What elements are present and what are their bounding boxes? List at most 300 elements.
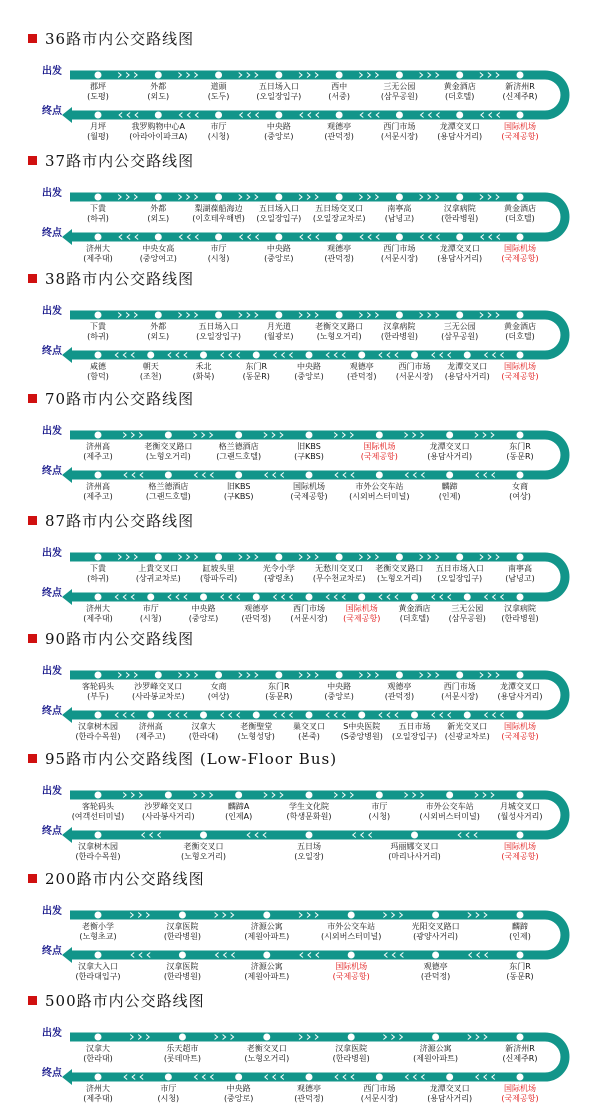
stop-dot-icon [517,72,524,79]
top-stop-label: 老衡交叉路口 (노형오거리) [375,564,424,583]
stop-dot-icon [396,194,403,201]
stop-dot-icon [95,1034,102,1041]
top-stop-label: 沙罗峰交叉口 (사라봉사거리) [142,802,195,821]
stop-dot-icon [95,712,102,719]
stop-dot-icon [517,672,524,679]
stop-dot-icon [179,912,186,919]
top-stop-label: 龙潭交叉口 (용담사거리) [427,442,473,461]
stop-dot-icon [348,952,355,959]
stop-dot-icon [517,832,524,839]
stop-dot-icon [446,1074,453,1081]
route-6 [0,628,600,748]
top-stop-label: 女商 (여상) [207,682,230,701]
stop-dot-icon [235,1074,242,1081]
top-stop-label: 龙潭交叉口 (용담사거리) [497,682,543,701]
top-stop-label: 汉拿医院 (한라병원) [163,922,201,941]
top-stop-label: 西门市场 (서문시장) [441,682,479,701]
end-label: 终点 [42,466,62,477]
top-stop-label: 五日场入口 (오일장입구) [256,82,302,101]
stop-dot-icon [336,194,343,201]
stop-dot-icon [155,194,162,201]
stop-dot-icon [147,594,154,601]
bottom-stop-label: 中央路 (중앙로) [264,122,294,141]
top-stop-label: 东门R (동문R) [265,682,293,701]
stop-dot-icon [396,72,403,79]
bottom-stop-label: 三无公园 (삼무공원) [448,604,486,623]
stop-dot-icon [215,554,222,561]
route-title-text: 500路市内公交路线图 [45,991,205,1010]
stop-dot-icon [179,952,186,959]
stop-dot-icon [336,72,343,79]
stop-dot-icon [95,792,102,799]
top-stop-label: 麟蹄 (인제) [509,922,531,941]
end-label: 终点 [42,1068,62,1079]
top-stop-label: 月城交叉口 (월성사거리) [497,802,543,821]
stop-dot-icon [275,312,282,319]
stop-dot-icon [306,594,313,601]
stop-dot-icon [235,472,242,479]
stop-dot-icon [200,352,207,359]
end-arrow-icon [62,107,72,123]
end-arrow-icon [62,947,72,963]
top-stop-label: 外都 (외도) [147,82,170,101]
bottom-stop-label: 济州高 (제주고) [136,722,166,741]
stop-dot-icon [456,112,463,119]
bottom-stop-label: 济州大 (제주대) [83,604,113,623]
bottom-stop-label: 新光交叉口 (신광교차로) [444,722,490,741]
stop-dot-icon [95,952,102,959]
bottom-stop-label: 西门市场 (서문시장) [290,604,328,623]
top-stop-label: 济源公寓 (제원아파트) [244,922,290,941]
top-stop-label: 月光道 (월광로) [264,322,294,341]
route-path [70,1037,565,1077]
end-arrow-icon [62,827,72,843]
top-stop-label: 上貴交叉口 (상귀교차로) [135,564,181,583]
stop-dot-icon [396,312,403,319]
stop-dot-icon [95,432,102,439]
stop-dot-icon [215,672,222,679]
stop-dot-icon [275,72,282,79]
top-stop-label: 老衡交叉路口 (노형오거리) [144,442,193,461]
stop-dot-icon [155,554,162,561]
end-arrow-icon [62,229,72,245]
stop-dot-icon [95,72,102,79]
stop-dot-icon [95,554,102,561]
bottom-stop-label: 巢交叉口 (본죽) [293,722,325,741]
stop-dot-icon [517,194,524,201]
bottom-stop-label: 观德亭 (관덕정) [241,604,271,623]
stop-dot-icon [179,1034,186,1041]
stop-dot-icon [336,554,343,561]
stop-dot-icon [376,792,383,799]
stop-dot-icon [95,234,102,241]
top-stop-label: 缸坡头里 (항파두리) [199,564,238,583]
end-arrow-icon [62,1069,72,1085]
stop-dot-icon [215,234,222,241]
top-stop-label: 中央路 (중앙로) [324,682,354,701]
end-arrow-icon [62,707,72,723]
top-stop-label: 南寧高 (남녕고) [505,564,535,583]
stop-dot-icon [456,672,463,679]
bottom-stop-label: 济源公寓 (제원아파트) [244,962,290,981]
bottom-stop-label: 汉拿树木园 (한라수목원) [75,722,121,741]
top-stop-label: 五日场入口 (오일장입구) [256,204,302,223]
end-label: 终点 [42,946,62,957]
route-5 [0,510,600,630]
top-stop-label: 乐天超市 (롯데마트) [163,1044,201,1063]
end-label: 终点 [42,706,62,717]
stop-dot-icon [215,112,222,119]
bottom-stop-label: 汉拿医院 (한라병원) [163,962,201,981]
top-stop-label: 市厅 (시청) [368,802,391,821]
stop-dot-icon [95,194,102,201]
stop-dot-icon [263,1034,270,1041]
bottom-stop-label: 老衡聖堂 (노형성당) [237,722,275,741]
stop-dot-icon [456,194,463,201]
stop-dot-icon [155,72,162,79]
stop-dot-icon [95,352,102,359]
bottom-stop-label: 汉拿树木园 (한라수목원) [75,842,121,861]
route-8 [0,868,600,988]
stop-dot-icon [376,432,383,439]
end-label: 终点 [42,228,62,239]
stop-dot-icon [200,832,207,839]
bottom-stop-label: 市厅 (시청) [207,244,230,263]
bottom-stop-label: 市外公交车站 (시외버스터미널) [349,482,410,501]
bottom-stop-label: 东门R (동문R) [242,362,270,381]
top-stop-label: 国际机场 (국제공항) [360,442,398,461]
stop-dot-icon [358,594,365,601]
top-stop-label: 老衡交叉路口 (노형오거리) [315,322,364,341]
stop-dot-icon [517,712,524,719]
route-title-text: 90路市内公交路线图 [45,629,195,648]
bottom-stop-label: 咸德 (함덕) [87,362,109,381]
stop-dot-icon [464,712,471,719]
stop-dot-icon [411,594,418,601]
stop-dot-icon [456,72,463,79]
bottom-stop-label: 五日场 (오일장) [294,842,324,861]
route-3 [0,268,600,388]
bottom-stop-label: 济州高 (제주고) [83,482,113,501]
stop-dot-icon [396,554,403,561]
top-stop-label: 五日场入口 (오일장입구) [196,322,242,341]
bottom-stop-label: 西门市场 (서문시장) [380,122,418,141]
stop-dot-icon [306,792,313,799]
stop-dot-icon [432,952,439,959]
stop-dot-icon [306,432,313,439]
depart-label: 出发 [42,426,62,437]
route-title-text: 87路市内公交路线图 [45,511,195,530]
stop-dot-icon [376,472,383,479]
top-stop-label: 老衡小学 (노형초교) [79,922,117,941]
stop-dot-icon [275,672,282,679]
stop-dot-icon [253,594,260,601]
stop-dot-icon [200,594,207,601]
stop-dot-icon [95,112,102,119]
stop-dot-icon [432,1034,439,1041]
bottom-stop-label: 旧KBS (구KBS) [223,482,254,501]
stop-dot-icon [215,312,222,319]
depart-label: 出发 [42,906,62,917]
bottom-stop-label: 中央路 (중앙로) [223,1084,254,1103]
depart-label: 出发 [42,306,62,317]
stop-dot-icon [235,432,242,439]
depart-label: 出发 [42,188,62,199]
top-stop-label: 沙罗峰交叉口 (사라봉교차로) [131,682,185,701]
top-stop-label: 三无公园 (삼무공원) [441,322,479,341]
bottom-stop-label: 黄金酒店 (더호텔) [398,604,431,623]
top-stop-label: 郡坪 (도평) [87,82,109,101]
stop-dot-icon [358,352,365,359]
bottom-stop-label: 五日市场 (오일장입구) [392,722,437,741]
depart-label: 出发 [42,66,62,77]
top-stop-label: 市外公交车站 (시외버스터미널) [321,922,382,941]
top-stop-label: 五日市场入口 (오일장입구) [435,564,484,583]
bottom-stop-label: 市厅 (시청) [157,1084,180,1103]
stop-dot-icon [396,672,403,679]
top-stop-label: 济州高 (제주고) [83,442,113,461]
end-label: 终点 [42,826,62,837]
top-stop-label: 光令小学 (광령초) [262,564,295,583]
top-stop-label: 市外公交车站 (시외버스터미널) [419,802,480,821]
top-stop-label: 无愁川交叉口 (무수천교차로) [312,564,366,583]
stop-dot-icon [147,352,154,359]
bottom-stop-label: 中央路 (중앙로) [188,604,219,623]
stop-dot-icon [235,792,242,799]
stop-dot-icon [517,112,524,119]
stop-dot-icon [215,194,222,201]
bottom-stop-label: 观德亭 (관덕정) [324,122,354,141]
stop-dot-icon [95,312,102,319]
stop-dot-icon [464,594,471,601]
stop-dot-icon [517,234,524,241]
stop-dot-icon [306,712,313,719]
stop-dot-icon [411,832,418,839]
top-stop-label: 汉拿病院 (한라병원) [441,204,479,223]
bottom-stop-label: 女商 (여상) [509,482,531,501]
stop-dot-icon [517,554,524,561]
top-stop-label: 学生文化院 (학생문화원) [286,802,332,821]
stop-dot-icon [95,912,102,919]
bottom-stop-label: 观德亭 (관덕정) [294,1084,324,1103]
stop-dot-icon [336,312,343,319]
stop-dot-icon [446,792,453,799]
bottom-stop-label: 市厅 (시청) [139,604,162,623]
stop-dot-icon [306,1074,313,1081]
top-stop-label: 道頭 (도두) [207,82,230,101]
stop-dot-icon [275,194,282,201]
stop-dot-icon [263,912,270,919]
bottom-stop-label: 国际机场 (국제공항) [501,362,539,381]
stop-dot-icon [464,352,471,359]
stop-dot-icon [517,792,524,799]
top-stop-label: 观德亭 (관덕정) [384,682,415,701]
top-stop-label: 麟蹄A (인제A) [225,802,253,821]
bottom-stop-label: 月坪 (월평) [87,122,109,141]
stop-dot-icon [155,112,162,119]
stop-dot-icon [275,112,282,119]
bottom-stop-label: 济州大 (제주대) [83,244,113,263]
top-stop-label: 老衡交叉口 (노형오거리) [244,1044,290,1063]
stop-dot-icon [411,712,418,719]
stop-dot-icon [95,472,102,479]
bottom-stop-label: 麟蹄 (인제) [438,482,461,501]
top-stop-label: 五日场交叉口 (오일장교차로) [312,204,366,223]
top-stop-label: 下貴 (하귀) [87,204,109,223]
bottom-stop-label: 我罗购物中心A (아라아이파크A) [129,122,188,141]
stop-dot-icon [165,792,172,799]
stop-dot-icon [275,234,282,241]
bottom-stop-label: 龙潭交叉口 (용담사거리) [437,122,483,141]
stop-dot-icon [306,352,313,359]
stop-dot-icon [348,1034,355,1041]
end-label: 终点 [42,106,62,117]
bottom-stop-label: 龙潭交叉口 (용담사거리) [444,362,490,381]
bottom-stop-label: 观德亭 (관덕정) [420,962,451,981]
route-title-text: 38路市内公交路线图 [45,269,195,288]
stop-dot-icon [456,312,463,319]
top-stop-label: 东门R (동문R) [506,442,534,461]
route-title-text: 95路市内公交路线图 (Low-Floor Bus) [45,749,338,768]
bottom-stop-label: 国际机场 (국제공항) [501,1084,539,1103]
stop-dot-icon [517,432,524,439]
bottom-stop-label: 国际机场 (국제공항) [501,722,539,741]
bottom-stop-label: S中央医院 (S중앙병원) [340,722,383,741]
bottom-stop-label: 老衡交叉口 (노형오거리) [181,842,226,861]
bottom-stop-label: 国际机场 (국제공항) [343,604,381,623]
bottom-stop-label: 格兰德酒店 (그랜드호텔) [145,482,191,501]
stop-dot-icon [432,912,439,919]
depart-label: 出发 [42,548,62,559]
top-stop-label: 外都 (외도) [147,204,170,223]
bottom-stop-label: 西门市场 (서문시장) [360,1084,398,1103]
stop-dot-icon [348,912,355,919]
bottom-stop-label: 观德亭 (관덕정) [324,244,354,263]
stop-dot-icon [253,712,260,719]
stop-dot-icon [376,1074,383,1081]
bottom-stop-label: 玛丽娜交叉口 (마리나사거리) [388,842,441,861]
top-stop-label: 黄金酒店 (더호텔) [504,322,536,341]
top-stop-label: 新济州R (신제주R) [502,1044,538,1063]
bottom-stop-label: 禾北 (화북) [192,362,215,381]
top-stop-label: 汉拿医院 (한라병원) [332,1044,370,1063]
end-label: 终点 [42,588,62,599]
end-arrow-icon [62,589,72,605]
stop-dot-icon [165,472,172,479]
depart-label: 出发 [42,1028,62,1039]
stop-dot-icon [155,672,162,679]
stop-dot-icon [165,432,172,439]
bottom-stop-label: 汉拿大 (한라대) [188,722,219,741]
top-stop-label: 旧KBS (구KBS) [294,442,324,461]
bottom-stop-label: 济州大 (제주대) [83,1084,113,1103]
route-4 [0,388,600,508]
top-stop-label: 新济州R (신제주R) [502,82,538,101]
end-label: 终点 [42,346,62,357]
stop-dot-icon [306,472,313,479]
bottom-stop-label: 龙潭交叉口 (용담사거리) [437,244,483,263]
route-title-text: 70路市内公交路线图 [45,389,195,408]
stop-dot-icon [517,352,524,359]
bottom-stop-label: 观德亭 (관덕정) [347,362,377,381]
route-title-text: 200路市内公交路线图 [45,869,205,888]
top-stop-label: 黄金酒店 (더호텔) [443,82,476,101]
bottom-stop-label: 市厅 (시청) [207,122,230,141]
stop-dot-icon [517,472,524,479]
route-title-text: 37路市内公交路线图 [45,151,195,170]
stop-dot-icon [446,432,453,439]
bottom-stop-label: 国际机场 (국제공항) [501,122,539,141]
top-stop-label: 西中 (서중) [328,82,350,101]
depart-label: 出发 [42,666,62,677]
bottom-stop-label: 朝天 (조천) [139,362,162,381]
top-stop-label: 梨湖葆船海边 (이호테우해변) [192,204,245,223]
stop-dot-icon [155,312,162,319]
bottom-stop-label: 中央女高 (중앙여고) [139,244,177,263]
top-stop-label: 客轮码头 (부두) [82,682,114,701]
top-stop-label: 汉拿大 (한라대) [83,1044,113,1063]
route-1 [0,28,600,148]
stop-dot-icon [95,672,102,679]
bottom-stop-label: 汉拿大入口 (한라대입구) [75,962,121,981]
bottom-stop-label: 汉拿病院 (한라병원) [501,604,539,623]
top-stop-label: 格兰德酒店 (그랜드호텔) [216,442,262,461]
bottom-stop-label: 东门R (동문R) [506,962,534,981]
stop-dot-icon [155,234,162,241]
stop-dot-icon [456,234,463,241]
stop-dot-icon [263,952,270,959]
top-stop-label: 南寧高 (남녕고) [384,204,415,223]
bottom-stop-label: 西门市场 (서문시장) [380,244,418,263]
stop-dot-icon [95,594,102,601]
stop-dot-icon [95,832,102,839]
stop-dot-icon [147,712,154,719]
stop-dot-icon [517,594,524,601]
top-stop-label: 三无公园 (삼무공원) [380,82,418,101]
top-stop-label: 客轮码头 (여객선터미널) [71,802,125,821]
stop-dot-icon [396,234,403,241]
route-path [70,915,565,955]
stop-dot-icon [456,554,463,561]
stop-dot-icon [253,352,260,359]
top-stop-label: 下貴 (하귀) [87,564,109,583]
bottom-stop-label: 龙潭交叉口 (용담사거리) [427,1084,473,1103]
bottom-stop-label: 中央路 (중앙로) [264,244,294,263]
top-stop-label: 汉拿病院 (한라병원) [380,322,418,341]
top-stop-label: 济源公寓 (제원아파트) [413,1044,459,1063]
route-9 [0,990,600,1110]
stop-dot-icon [517,312,524,319]
stop-dot-icon [517,1074,524,1081]
route-title-text: 36路市内公交路线图 [45,29,195,48]
stop-dot-icon [95,1074,102,1081]
end-arrow-icon [62,347,72,363]
stop-dot-icon [336,234,343,241]
stop-dot-icon [336,112,343,119]
stop-dot-icon [396,112,403,119]
stop-dot-icon [165,1074,172,1081]
end-arrow-icon [62,467,72,483]
stop-dot-icon [306,832,313,839]
bottom-stop-label: 西门市场 (서문시장) [395,362,434,381]
stop-dot-icon [517,912,524,919]
stop-dot-icon [358,712,365,719]
bottom-stop-label: 国际机场 (국제공항) [501,244,539,263]
bottom-stop-label: 国际机场 (국제공항) [501,842,539,861]
route-path [70,75,565,115]
depart-label: 出发 [42,786,62,797]
stop-dot-icon [411,352,418,359]
